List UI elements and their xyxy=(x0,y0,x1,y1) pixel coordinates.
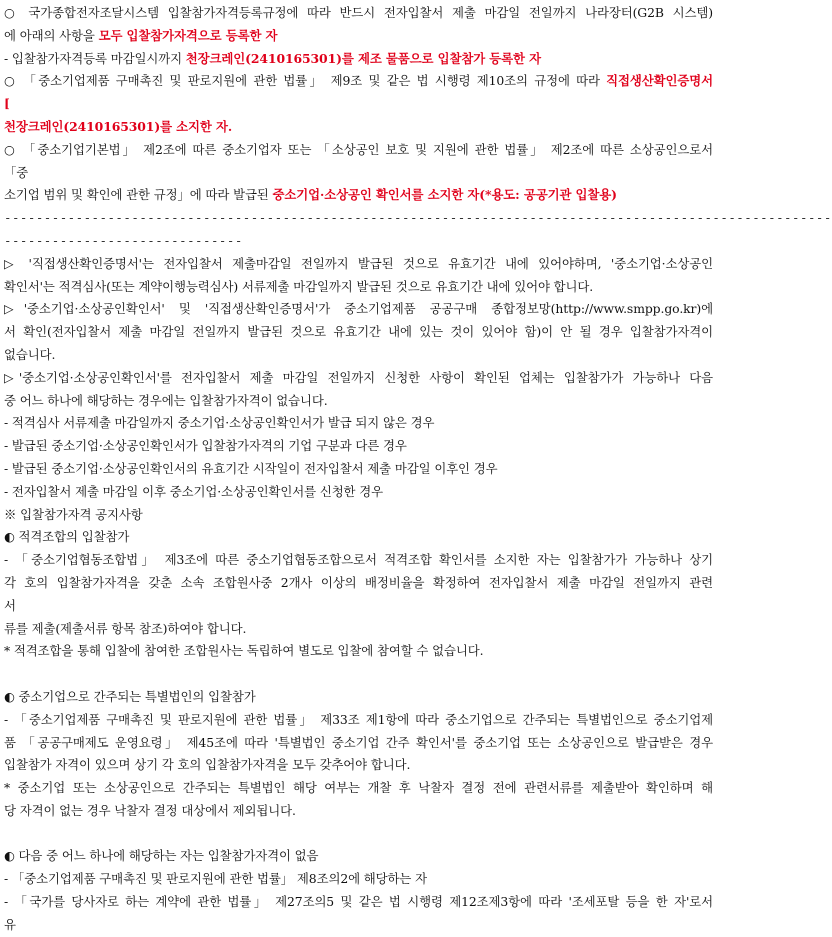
eligibility-text: ○ 「중소기업제품 구매촉진 및 판로지원에 관한 법률」 제9조 및 같은 법 시행령 제10조의 규정에 따라 xyxy=(4,73,607,89)
section-heading: ◐ 중소기업으로 간주되는 특별법인의 입찰참가 xyxy=(4,688,256,704)
eligibility-line: 「중 xyxy=(4,164,29,180)
list-item: - 발급된 중소기업·소상공인확인서의 유효기간 시작일이 전자입찰서 제출 마감일 이후인 경우 xyxy=(4,460,498,476)
highlighted-requirement: [ xyxy=(4,96,10,112)
body-line: 류를 제출(제출서류 항목 참조)하여야 합니다. xyxy=(4,620,247,636)
body-line: 서 xyxy=(4,597,16,613)
remark-line: 서 확인(전자입찰서 제출 마감일 전일까지 발급된 것으로 유효기간 내에 있는 것이 있어야 함)이 안 될 경우 입찰참가자격이 xyxy=(4,324,713,340)
remark-line: 없습니다. xyxy=(4,346,56,362)
spacer xyxy=(4,663,713,686)
body-line: - 「중소기업제품 구매촉진 및 판로지원에 관한 법률」 제33조 제1항에 따라 중소기업으로 간주되는 특별법인으로 중소기업제 xyxy=(4,711,713,727)
remark-line: ▷'중소기업·소상공인확인서' 및 '직접생산확인증명서'가 중소기업제품 공공구매 종합정보망(http://www.smpp.go.kr)에 xyxy=(4,301,713,317)
footnote: 당 자격이 없는 경우 낙찰자 결정 대상에서 제외됩니다. xyxy=(4,802,296,818)
footnote: * 중소기업 또는 소상공인으로 간주되는 특별법인 해당 여부는 개찰 후 낙찰자 결정 전에 관련서류를 제출받아 확인하며 해 xyxy=(4,780,713,796)
eligibility-text: 소기업 범위 및 확인에 관한 규정」에 따라 발급된 xyxy=(4,187,273,203)
body-line: 입찰참가 자격이 있으며 상기 각 호의 입찰참가자격을 모두 갖추어야 합니다. xyxy=(4,757,411,773)
section-heading: ※ 입찰참가자격 공지사항 xyxy=(4,506,143,522)
highlighted-requirement: 천장크레인(2410165301)를 제조 물품으로 입찰참가 등록한 자 xyxy=(185,50,541,66)
footnote: * 적격조합을 통해 입찰에 참여한 조합원사는 독립하여 별도로 입찰에 참여할 수 없습니다. xyxy=(4,643,484,659)
eligibility-text: - 입찰참가자격등록 마감일시까지 xyxy=(4,50,186,66)
highlighted-requirement: 직접생산확인증명서 xyxy=(606,73,713,89)
dashed-divider: ------------------------------ xyxy=(4,232,243,248)
highlighted-requirement: 천장크레인(2410165301)를 소지한 자. xyxy=(4,118,233,134)
dashed-divider: -------------------------------------------------------------------------------------------------------- xyxy=(4,210,832,226)
eligibility-text: 에 아래의 사항을 xyxy=(4,27,99,43)
body-line: 각 호의 입찰참가자격을 갖춘 소속 조합원사중 2개사 이상의 배정비율을 확정하여 전자입찰서 제출 마감일 전일까지 관련 xyxy=(4,574,713,590)
body-line: 유 xyxy=(4,916,16,932)
eligibility-line xyxy=(4,184,713,207)
section-heading: ◐ 다음 중 어느 하나에 해당하는 자는 입찰참가자격이 없음 xyxy=(4,848,319,864)
body-line: - 「중소기업협동조합법」 제3조에 따른 중소기업협동조합으로서 적격조합 확인서를 소지한 자는 입찰참가가 가능하나 상기 xyxy=(4,552,713,568)
eligibility-line xyxy=(4,70,713,93)
list-item: - 적격심사 서류제출 마감일까지 중소기업·소상공인확인서가 발급 되지 않은 경우 xyxy=(4,415,435,431)
eligibility-line: ○ 「중소기업기본법」 제2조에 따른 중소기업자 또는 「소상공인 보호 및 지원에 관한 법률」 제2조에 따른 소상공인으로서 xyxy=(4,141,713,157)
section-heading: ◐ 적격조합의 입찰참가 xyxy=(4,529,130,545)
body-line: - 「중소기업제품 구매촉진 및 판로지원에 관한 법률」 제8조의2에 해당하는 자 xyxy=(4,871,427,887)
body-line: - 「국가를 당사자로 하는 계약에 관한 법률」 제27조의5 및 같은 법 시행령 제12조제3항에 따라 '조세포탈 등을 한 자'로서 xyxy=(4,894,713,910)
body-line: 품 「공공구매제도 운영요령」 제45조에 따라 '특별법인 중소기업 간주 확인서'를 중소기업 또는 소상공인으로 발급받은 경우 xyxy=(4,734,713,750)
eligibility-line xyxy=(4,116,713,139)
highlighted-requirement: 중소기업·소상공인 확인서를 소지한 자(*용도: 공공기관 입찰용) xyxy=(272,187,617,203)
eligibility-line xyxy=(4,93,713,116)
remark-line: 중 어느 하나에 해당하는 경우에는 입찰참가자격이 없습니다. xyxy=(4,392,328,408)
remark-line: ▷'중소기업·소상공인확인서'를 전자입찰서 제출 마감일 전일까지 신청한 사항이 확인된 업체는 입찰참가가 가능하나 다음 xyxy=(4,369,713,385)
remark-line: ▷ '직접생산확인증명서'는 전자입찰서 제출마감일 전일까지 발급된 것으로 유효기간 내에 있어야하며, '중소기업·소상공인 xyxy=(4,255,713,271)
spacer xyxy=(4,823,713,846)
remark-line: 확인서'는 적격심사(또는 계약이행능력심사) 서류제출 마감일까지 발급된 것으로 유효기간 내에 있어야 합니다. xyxy=(4,278,594,294)
list-item: - 발급된 중소기업·소상공인확인서가 입찰참가자격의 기업 구분과 다른 경우 xyxy=(4,438,407,454)
highlighted-requirement: 모두 입찰참가자격으로 등록한 자 xyxy=(98,27,278,43)
eligibility-line xyxy=(4,25,713,48)
eligibility-line xyxy=(4,48,713,71)
eligibility-line: ○ 국가종합전자조달시스템 입찰참가자격등록규정에 따라 반드시 전자입찰서 제출 마감일 전일까지 나라장터(G2B 시스템) xyxy=(4,5,713,20)
list-item: - 전자입찰서 제출 마감일 이후 중소기업·소상공인확인서를 신청한 경우 xyxy=(4,483,384,499)
